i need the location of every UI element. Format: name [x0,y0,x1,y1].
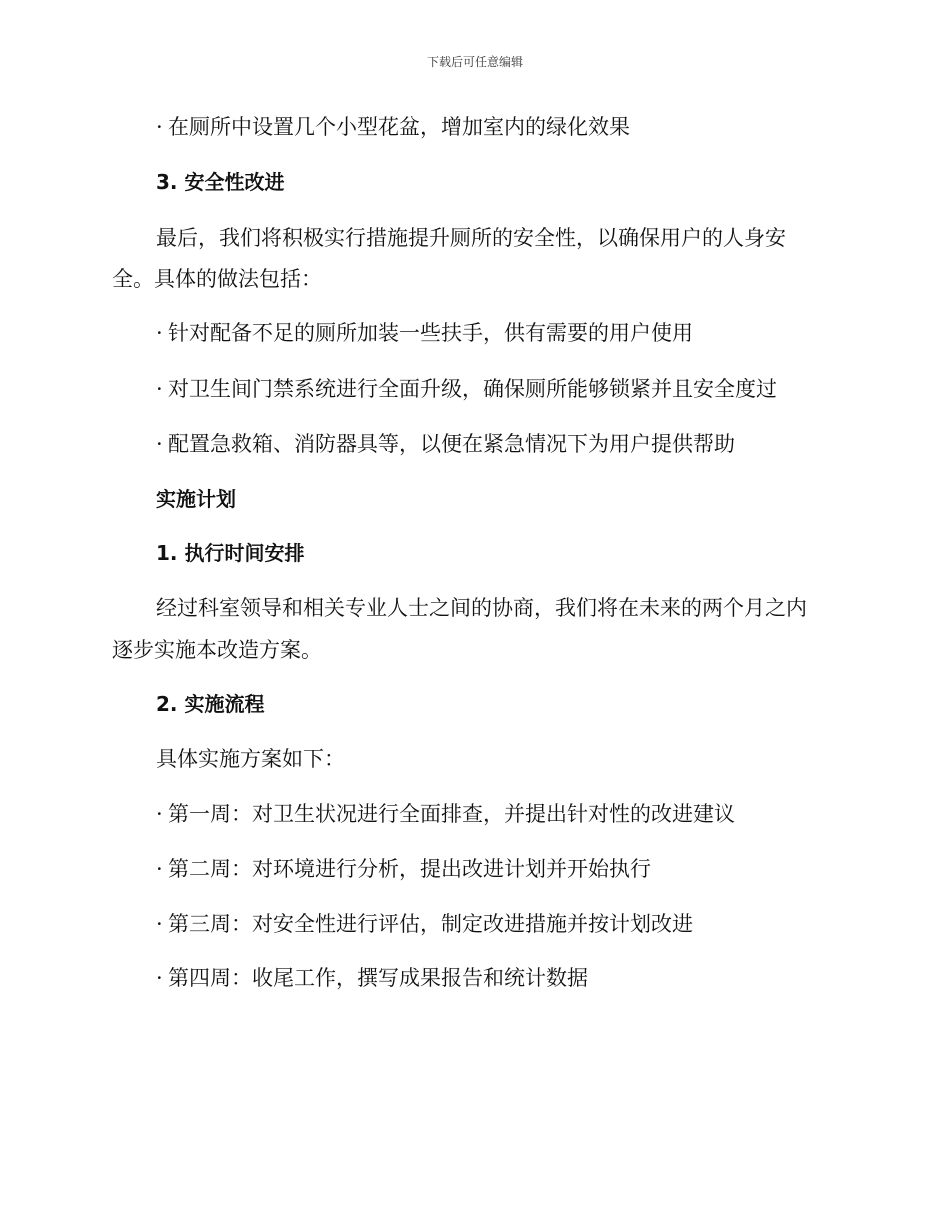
bullet-text: 对卫生间门禁系统进行全面升级，确保厕所能够锁紧并且安全度过 [168,377,777,401]
paragraph-line: 最后，我们将积极实行措施提升厕所的安全性，以确保用户的人身安 [156,226,786,250]
page-header: 下载后可任意编辑 [426,55,523,69]
bullet-item [156,802,886,826]
bullet-item [156,377,886,401]
paragraph-line: 具体实施方案如下： [156,747,345,771]
bullet-text: 在厕所中设置几个小型花盆，增加室内的绿化效果 [168,115,630,139]
bullet-text: 第三周：对安全性进行评估，制定改进措施并按计划改进 [168,912,693,936]
bullet-dot: · [156,115,163,139]
bullet-item [156,912,886,936]
bullet-item [156,857,886,881]
bullet-item [156,966,886,990]
bullet-dot: · [156,321,163,345]
section-heading: 1. 执行时间安排 [156,541,305,565]
bullet-text: 第二周：对环境进行分析，提出改进计划并开始执行 [168,857,651,881]
section-heading: 2. 实施流程 [156,692,265,716]
bullet-dot: · [156,966,163,990]
bullet-text: 第一周：对卫生状况进行全面排查，并提出针对性的改进建议 [168,802,735,826]
paragraph-line: 全。具体的做法包括： [112,267,322,291]
bullet-item [156,115,886,139]
paragraph-line: 逐步实施本改造方案。 [112,638,322,662]
bullet-dot: · [156,857,163,881]
bullet-text: 针对配备不足的厕所加装一些扶手，供有需要的用户使用 [168,321,693,345]
bullet-dot: · [156,432,163,456]
section-heading: 实施计划 [156,487,236,511]
paragraph-line: 经过科室领导和相关专业人士之间的协商，我们将在未来的两个月之内 [156,596,807,620]
bullet-item [156,432,886,456]
bullet-text: 配置急救箱、消防器具等，以便在紧急情况下为用户提供帮助 [168,432,735,456]
bullet-item [156,321,886,345]
bullet-dot: · [156,377,163,401]
bullet-dot: · [156,912,163,936]
section-heading: 3. 安全性改进 [156,170,285,194]
bullet-text: 第四周：收尾工作，撰写成果报告和统计数据 [168,966,588,990]
bullet-dot: · [156,802,163,826]
